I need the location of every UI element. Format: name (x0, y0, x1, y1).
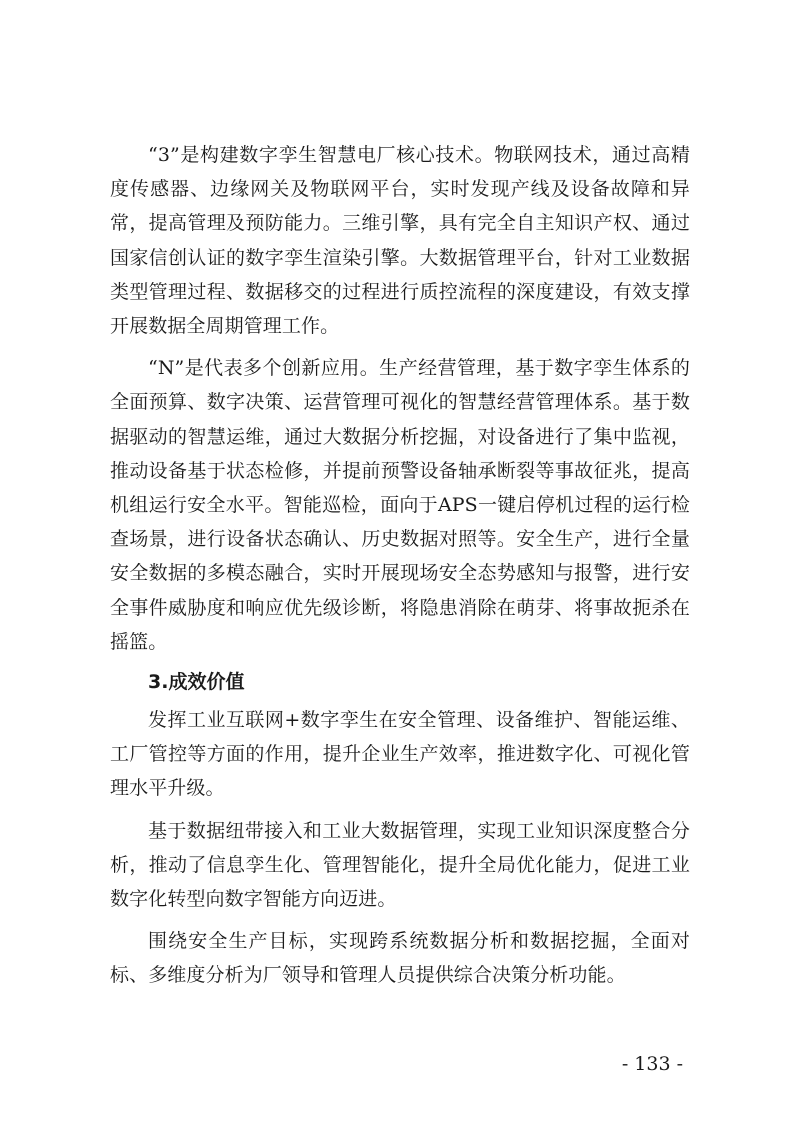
page-number: - 133 - (621, 1053, 683, 1075)
paragraph-3-core-tech: “3”是构建数字孪生智慧电厂核心技术。物联网技术，通过高精度传感器、边缘网关及物联网平台，实时发现产线及设备故障和异常，提高管理及预防能力。三维引擎，具有完全自主知识产权、通过国家信创认证的数字孪生渲染引擎。大数据管理平台，针对工业数据类型管理过程、数据移交的过程进行质控流程的深度建设，有效支撑开展数据全周期管理工作。 (110, 144, 690, 338)
paragraph-value-3: 围绕安全生产目标，实现跨系统数据分析和数据挖掘，全面对标、多维度分析为厂领导和管理人员提供综合决策分析功能。 (110, 930, 690, 987)
section-heading: 3.成效价值 (148, 671, 245, 694)
paragraph-value-1: 发挥工业互联网+数字孪生在安全管理、设备维护、智能运维、工厂管控等方面的作用，提升企业生产效率，推进数字化、可视化管理水平升级。 (110, 709, 690, 800)
paragraph-value-2: 基于数据纽带接入和工业大数据管理，实现工业知识深度整合分析，推动了信息孪生化、管理智能化，提升全局优化能力，促进工业数字化转型向数字智能方向迈进。 (110, 819, 690, 911)
body-text (110, 138, 690, 1001)
paragraph-n-applications: “N”是代表多个创新应用。生产经营管理，基于数字孪生体系的全面预算、数字决策、运营管理可视化的智慧经营管理体系。基于数据驱动的智慧运维，通过大数据分析挖掘，对设备进行了集中监视，推动设备基于状态检修，并提前预警设备轴承断裂等事故征兆，提高机组运行安全水平。智能巡检，面向于APS一键启停机过程的运行检查场景，进行设备状态确认、历史数据对照等。安全生产，进行全量安全数据的多模态融合，实时开展现场安全态势感知与报警，进行安全事件威胁度和响应优先级诊断，将隐患消除在萌芽、将事故扼杀在摇篮。 (110, 357, 690, 653)
